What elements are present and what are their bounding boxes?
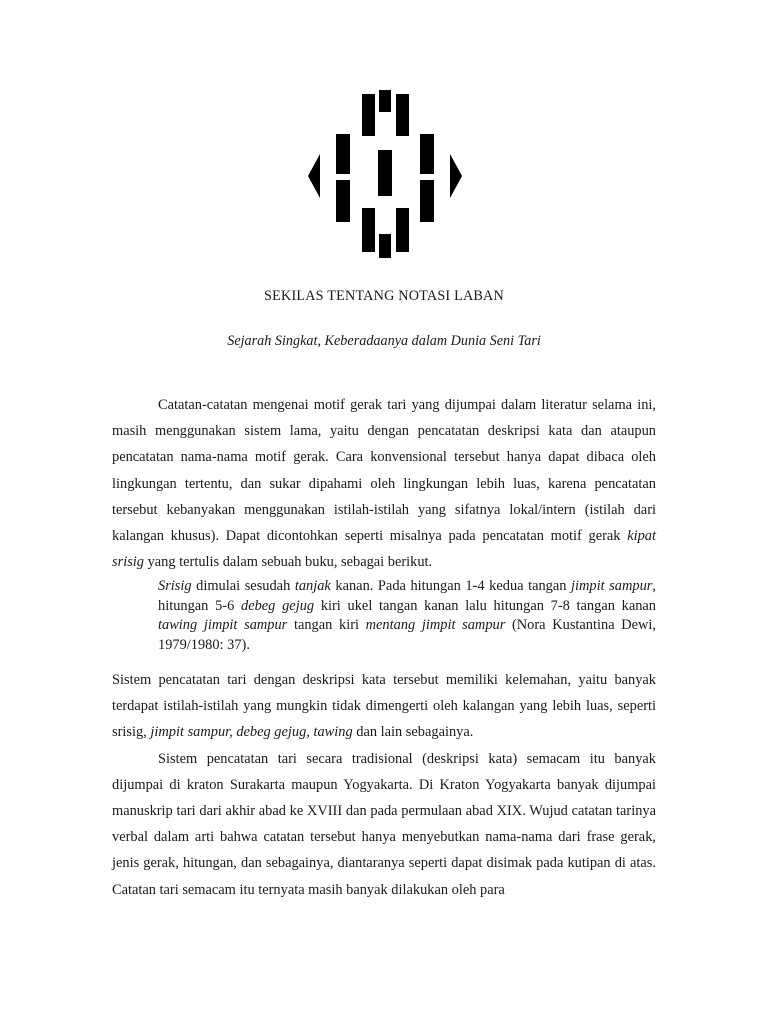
document-subtitle: Sejarah Singkat, Keberadaanya dalam Dunia Seni Tari: [227, 333, 541, 349]
laban-notation-emblem-icon: [300, 84, 470, 260]
paragraph: Sistem pencatatan tari dengan deskripsi kata tersebut memiliki kelemahan, yaitu banyak terdapat istilah-istilah yang mungkin tidak dimengerti oleh kalangan yang lebih luas, seperti srisig, jimpit sampur, debeg gejug, tawing dan lain sebagainya.: [112, 672, 656, 741]
document-body: [112, 392, 656, 903]
document-title: SEKILAS TENTANG NOTASI LABAN: [264, 288, 504, 304]
paragraph: Sistem pencatatan tari secara tradisional (deskripsi kata) semacam itu banyak dijumpai di kraton Surakarta maupun Yogyakarta. Di Kraton Yogyakarta banyak dijumpai manuskrip tari dari akhir abad ke XVIII dan pada permulaan abad XIX. Wujud catatan tarinya verbal dalam arti bahwa catatan tersebut hanya menyebutkan nama-nama dari frase gerak, jenis gerak, hitungan, dan sebagainya, diantaranya seperti dapat disimak pada kutipan di atas. Catatan tari semacam itu ternyata masih banyak dilakukan oleh para: [112, 750, 656, 898]
block-quote: Srisig dimulai sesudah tanjak kanan. Pada hitungan 1-4 kedua tangan jimpit sampur, hitungan 5-6 debeg gejug kiri ukel tangan kanan lalu hitungan 7-8 tangan kanan tawing jimpit sampur tangan kiri mentang jimpit sampur (Nora Kustantina Dewi, 1979/1980: 37).: [158, 578, 657, 653]
paragraph: Catatan-catatan mengenai motif gerak tari yang dijumpai dalam literatur selama ini, masih menggunakan sistem lama, yaitu dengan pencatatan deskripsi kata dan ataupun pencatatan nama-nama motif gerak. Cara konvensional tersebut hanya dapat dibaca oleh lingkungan tertentu, dan sukar dipahami oleh lingkungan lebih luas, karena pencatatan tersebut kebanyakan menggunakan istilah-istilah yang sifatnya lokal/intern (istilah dari kalangan khusus). Dapat dicontohkan seperti misalnya pada pencatatan motif gerak kipat srisig yang tertulis dalam sebuah buku, sebagai berikut.: [112, 397, 656, 571]
